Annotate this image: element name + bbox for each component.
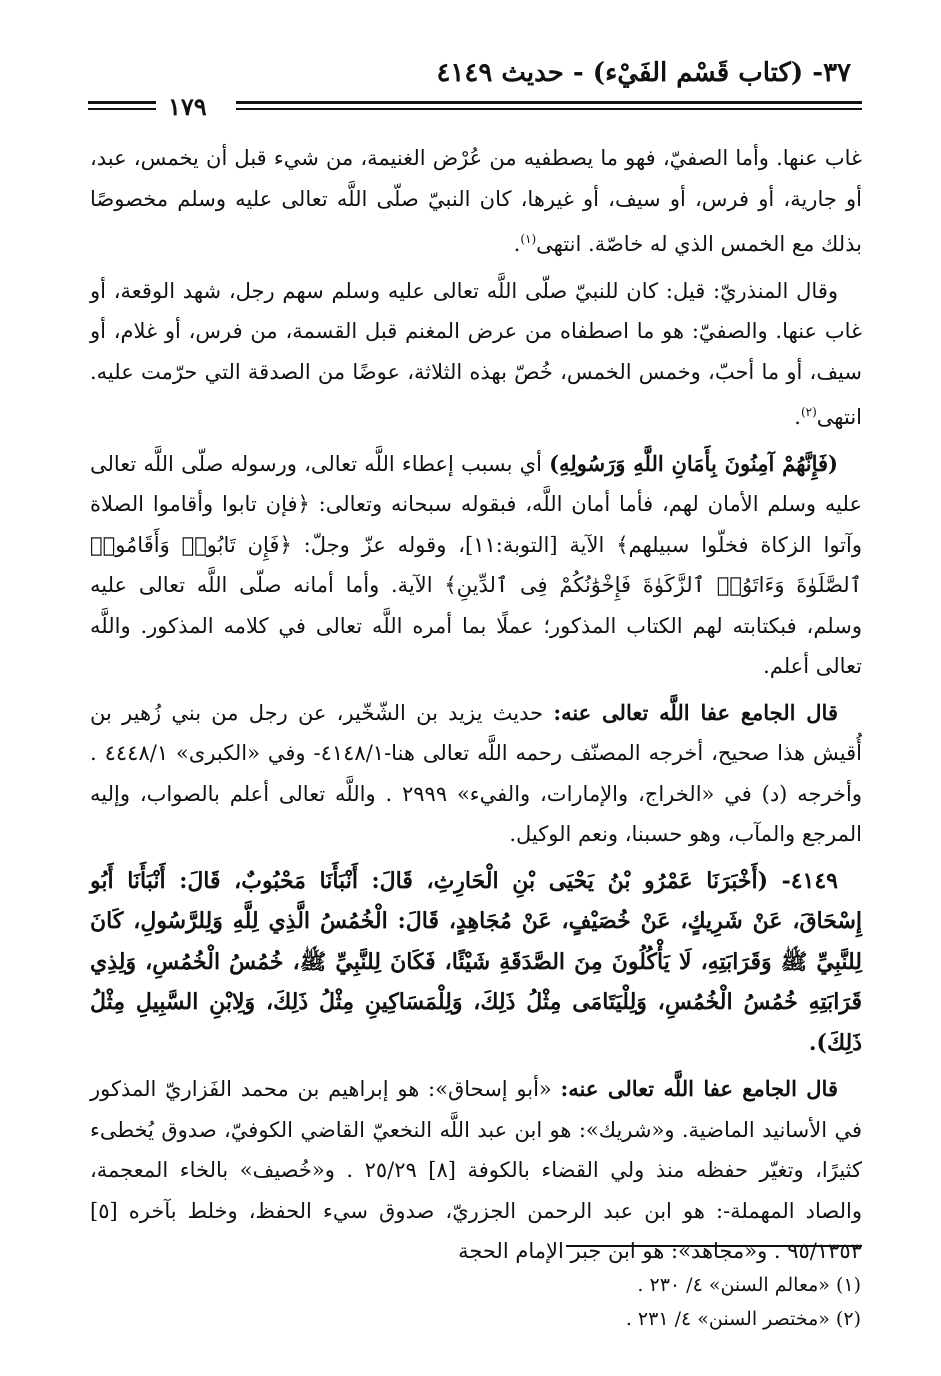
- paragraph-safi: غاب عنها. وأما الصفيّ، فهو ما يصطفيه من عُرْض الغنيمة، من شيء قبل أن يخمس، عبد، أو جارية، أو فرس، أو سيف، أو غيرها، كان النبيّ صلّى اللَّه تعالى عليه وسلم مخصوصًا بذلك مع الخمس الذي له خاصّة. انتهى$^{(١)}$.: [90, 146, 862, 256]
- paragraph-mundhiri: وقال المنذريّ: قيل: كان للنبيّ صلّى اللَّه تعالى عليه وسلم سهم رجل، شهد الوقعة، أو غاب عنها. والصفيّ: هو ما اصطفاه من عرض المغنم قبل القسمة، من فرس، أو غلام، أو سيف، أو ما أحبّ، وخمس الخمس، خُصّ بهذه الثلاثة، عوضًا من الصدقة التي حرّمت عليه. انتهى$^{(٢)}$.: [90, 278, 862, 429]
- paragraph-text: وقال المنذريّ: قيل: كان للنبيّ صلّى اللَّه تعالى عليه وسلم سهم رجل، شهد الوقعة، أو غاب عنها. والصفيّ: هو ما اصطفاه من عرض المغنم قبل القسمة، من فرس، أو غلام، أو سيف، أو ما أحبّ، وخمس الخمس، خُصّ بهذه الثلاثة، عوضًا من الصدقة التي حرّمت عليه. انتهى: [90, 278, 862, 429]
- footnote-1: (١) «معالم السنن» ٤/ ٢٣٠ .: [637, 1274, 861, 1296]
- footnote-rule: [566, 1245, 862, 1247]
- author-lead: قال الجامع عفا اللَّه تعالى عنه:: [560, 1076, 838, 1101]
- header-rule-left: [88, 101, 156, 110]
- footnotes: [626, 1268, 861, 1336]
- author-lead: قال الجامع عفا اللَّه تعالى عنه:: [553, 699, 838, 725]
- footnote-2: (٢) «مختصر السنن» ٤/ ٢٣١ .: [625, 1308, 861, 1330]
- paragraph-text: أي بسبب إعطاء اللَّه تعالى، ورسوله صلّى اللَّه تعالى عليه وسلم الأمان لهم، فأما أمان اللَّه، فبقوله سبحانه وتعالى: ﴿فإن تابوا وأقاموا الصلاة وآتوا الزكاة فخلّوا سبيلهم﴾ الآية [التوبة:١١]، وقوله عزّ وجلّ: ﴿فَإِن تَابُوا۟ وَأَقَامُوا۟ ٱلصَّلَوٰةَ وَءَاتَوُا۟ ٱلزَّكَوٰةَ فَإِخْوَٰنُكُمْ فِى ٱلدِّينِ﴾ الآية. وأما أمانه صلّى اللَّه تعالى عليه وسلم، فبكتابته لهم الكتاب المذكور؛ عملًا بما أمره اللَّه تعالى في كلامه المذكور. واللَّه تعالى أعلم.: [90, 451, 862, 678]
- header-rule-right: [236, 101, 862, 110]
- running-title: ٣٧- (كتاب قَسْم الفَيْء) - حديث ٤١٤٩: [436, 58, 851, 88]
- paragraph-text: حديث يزيد بن الشّخّير، عن رجل من بني زُهير بن أُقيش هذا صحيح، أخرجه المصنّف رحمه اللَّه تعالى هنا-٤١٤٨/١- وفي «الكبرى» ٤٤٤٨/١ . وأخرجه (د) في «الخراج، والإمارات، والفيء» ٢٩٩٩ . واللَّه تعالى أعلم بالصواب، وإليه المرجع والمآب، وهو حسبنا، ونعم الوكيل.: [90, 700, 863, 846]
- page-number: ١٧٩: [168, 92, 207, 121]
- footnote-ref-2: (٢): [800, 405, 817, 419]
- paragraph-text: «أبو إسحاق»: هو إبراهيم بن محمد الفَزاريّ المذكور في الأسانيد الماضية. و«شريك»: هو ابن عبد اللَّه النخعيّ القاضي الكوفيّ، صدوق يُخطىء كثيرًا، وتغيّر حفظه منذ ولي القضاء بالكوفة [٨] ٢٥/٢٩ . و«خُصيف» بالخاء المعجمة، والصاد المهملة-: هو ابن عبد الرحمن الجزريّ، صدوق سيء الحفظ، وخلط بآخره [٥] ٩٥/١٣٥٣ . و«مجاهد»: هو ابن جبر الإمام الحجة: [90, 1077, 862, 1263]
- paragraph-rijal: [90, 1069, 862, 1272]
- paragraph-takhrij: [90, 693, 862, 855]
- paragraph-text: غاب عنها. وأما الصفيّ، فهو ما يصطفيه من عُرْض الغنيمة، من شيء قبل أن يخمس، عبد، أو جارية، أو فرس، أو سيف، أو غيرها، كان النبيّ صلّى اللَّه تعالى عليه وسلم مخصوصًا بذلك مع الخمس الذي له خاصّة. انتهى: [90, 146, 862, 256]
- paragraph-aman: [90, 444, 862, 687]
- main-text: [90, 138, 862, 1278]
- footnote-ref-1: (١): [520, 232, 537, 246]
- hadith-text: ٤١٤٩- (أَخْبَرَنَا عَمْرُو بْنُ يَحْيَى بْنِ الْحَارِثِ، قَالَ: أَنْبَأَنَا مَحْبُوبٌ، قَالَ: أَنْبَأَنَا أَبُو إِسْحَاقَ، عَنْ شَرِيكٍ، عَنْ خُصَيْفٍ، عَنْ مُجَاهِدٍ، قَالَ: الْخُمُسُ الَّذِي لِلَّهِ وَلِلرَّسُولِ، كَانَ لِلنَّبِيِّ ﷺ وَقَرَابَتِهِ، لَا يَأْكُلُونَ مِنَ الصَّدَقَةِ شَيْئًا، فَكَانَ لِلنَّبِيِّ ﷺ، خُمُسُ الْخُمُسِ، وَلِذِي قَرَابَتِهِ خُمُسُ الْخُمُسِ، وَلِلْيَتَامَى مِثْلُ ذَلِكَ، وَلِلْمَسَاكِينِ مِثْلُ ذَلِكَ، وَلِابْنِ السَّبِيلِ مِثْلُ ذَلِكَ).: [90, 867, 862, 1056]
- quoted-phrase: (فَإِنَّهُمْ آمِنُونَ بِأَمَانِ اللَّهِ وَرَسُولِهِ): [549, 450, 838, 476]
